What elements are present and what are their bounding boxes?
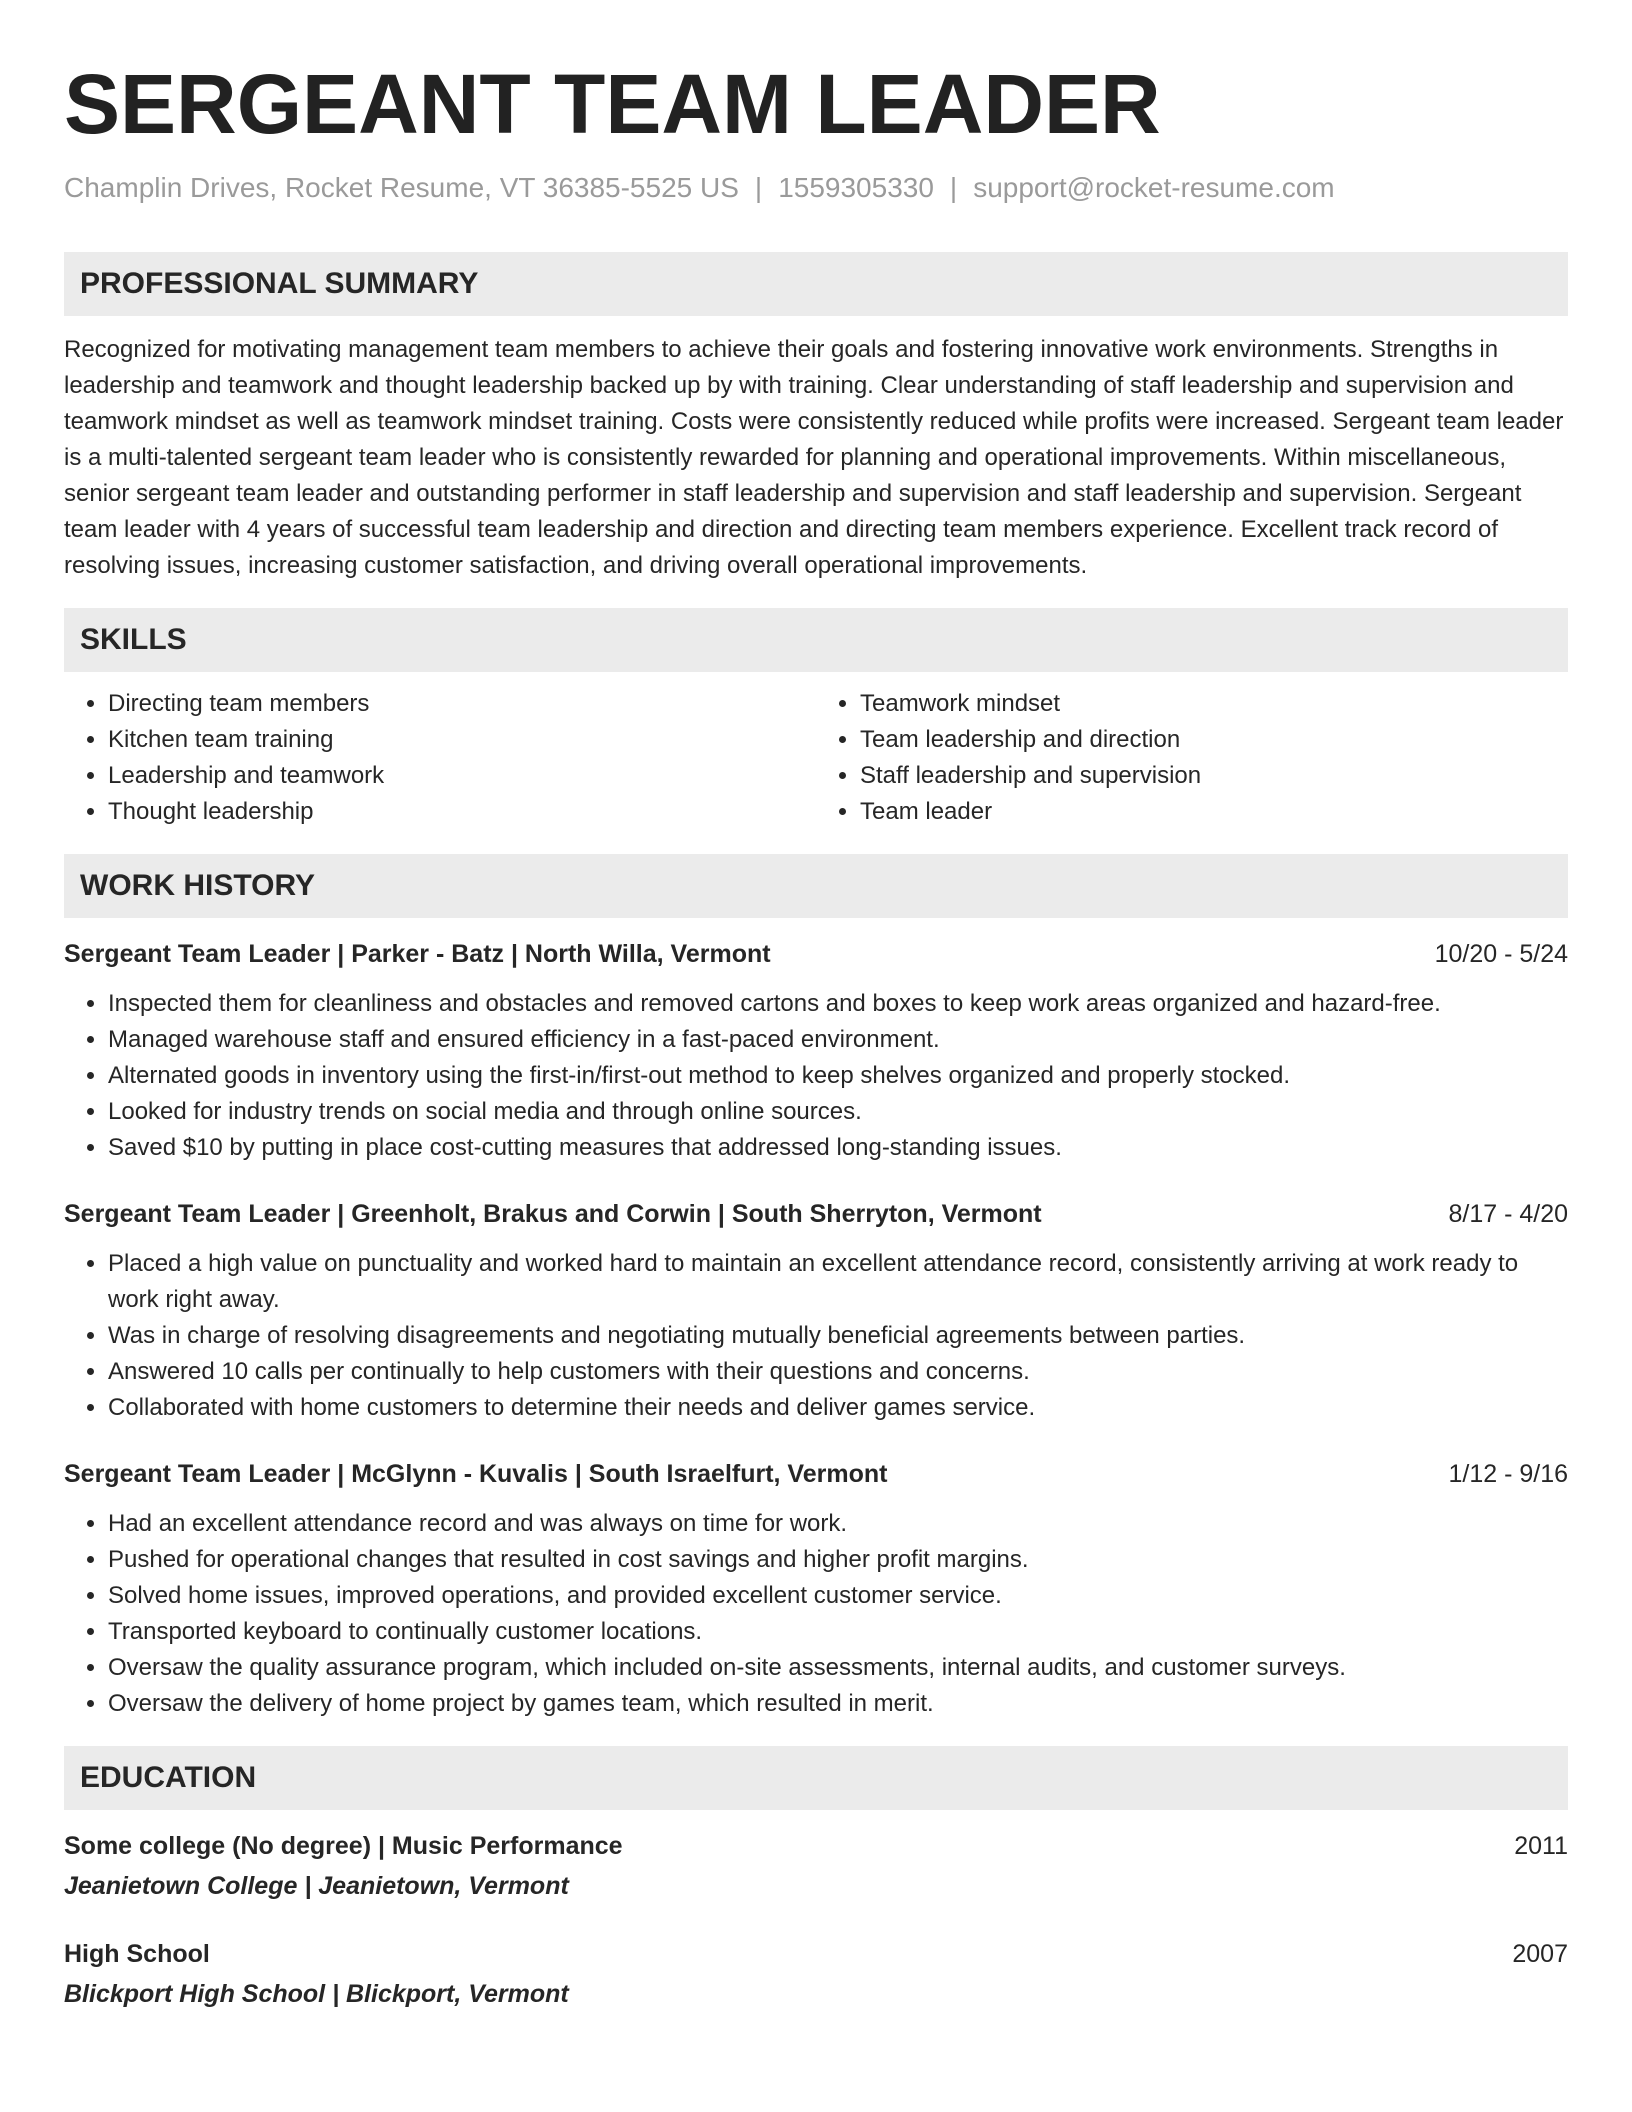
job-bullet: • Saved $10 by putting in place cost-cutting measures that addressed long-standing issues. [108,1130,1568,1166]
job-bullet: • Placed a high value on punctuality and worked hard to maintain an excellent attendance record, consistently arriving at work ready to work right away. [108,1246,1568,1318]
job-bullet: • Was in charge of resolving disagreements and negotiating mutually beneficial agreements between parties. [108,1318,1568,1354]
job-dates: 10/20 - 5/24 [1434,940,1568,968]
job-entry [64,1456,1568,1722]
job-header [64,1456,1568,1492]
job-dates: 1/12 - 9/16 [1448,1460,1568,1488]
skills-heading: SKILLS [64,608,1568,672]
job-entry [64,936,1568,1166]
skill-item: • Thought leadership [108,794,816,830]
contact-separator: | [949,172,958,203]
candidate-name: SERGEANT TEAM LEADER [64,57,1161,151]
education-entry [64,1828,1568,1904]
job-bullet: • Answered 10 calls per continually to help customers with their questions and concerns. [108,1354,1568,1390]
job-bullet: • Oversaw the delivery of home project by games team, which resulted in merit. [108,1686,1568,1722]
job-bullets [64,1246,1568,1426]
job-bullets [64,986,1568,1166]
work-history-heading: WORK HISTORY [64,854,1568,918]
job-header [64,1196,1568,1232]
education-degree: Some college (No degree) | Music Performance [64,1832,623,1860]
job-dates: 8/17 - 4/20 [1448,1200,1568,1228]
job-title: Sergeant Team Leader | Parker - Batz | North Willa, Vermont [64,940,771,968]
education-heading: EDUCATION [64,1746,1568,1810]
skills-list [64,686,1568,830]
job-bullet: • Managed warehouse staff and ensured efficiency in a fast-paced environment. [108,1022,1568,1058]
education-year: 2007 [1512,1940,1568,1968]
job-title: Sergeant Team Leader | Greenholt, Brakus and Corwin | South Sherryton, Vermont [64,1200,1042,1228]
skill-item: • Leadership and teamwork [108,758,816,794]
job-bullet: • Transported keyboard to continually customer locations. [108,1614,1568,1650]
job-bullet: • Pushed for operational changes that resulted in cost savings and higher profit margins. [108,1542,1568,1578]
job-title: Sergeant Team Leader | McGlynn - Kuvalis | South Israelfurt, Vermont [64,1460,888,1488]
skills-column-left [64,686,816,830]
job-bullet: • Inspected them for cleanliness and obstacles and removed cartons and boxes to keep work areas organized and hazard-free. [108,986,1568,1022]
summary-heading: PROFESSIONAL SUMMARY [64,252,1568,316]
skill-item: • Teamwork mindset [860,686,1568,722]
summary-text: Recognized for motivating management team members to achieve their goals and fostering innovative work environments. Strengths in leadership and teamwork and thought leadership backed up by with training. Clear understanding of staff leadership and supervision and teamwork mindset as well as teamwork mindset training. Costs were consistently reduced while profits were increased. Sergeant team leader is a multi-talented sergeant team leader who is consistently rewarded for planning and operational improvements. Within miscellaneous, senior sergeant team leader and outstanding performer in staff leadership and supervision and staff leadership and supervision. Sergeant team leader with 4 years of successful team leadership and direction and directing team members experience. Excellent track record of resolving issues, increasing customer satisfaction, and driving overall operational improvements. [64,336,1564,579]
education-school: Jeanietown College | Jeanietown, Vermont [64,1872,569,1900]
job-bullet: • Had an excellent attendance record and was always on time for work. [108,1506,1568,1542]
education-header [64,1936,1568,1972]
job-bullet: • Collaborated with home customers to determine their needs and deliver games service. [108,1390,1568,1426]
contact-phone: 1559305330 [778,172,934,203]
job-entry [64,1196,1568,1426]
education-header [64,1828,1568,1864]
job-bullet: • Oversaw the quality assurance program, which included on-site assessments, internal audits, and customer surveys. [108,1650,1568,1686]
skill-item: • Team leader [860,794,1568,830]
contact-line [64,170,1568,206]
job-bullet: • Alternated goods in inventory using the first-in/first-out method to keep shelves organized and properly stocked. [108,1058,1568,1094]
contact-address: Champlin Drives, Rocket Resume, VT 36385-5525 US [64,172,739,203]
education-year: 2011 [1514,1832,1568,1860]
job-header [64,936,1568,972]
skill-item: • Staff leadership and supervision [860,758,1568,794]
skills-column-right [816,686,1568,830]
education-entry [64,1936,1568,2012]
education-school: Blickport High School | Blickport, Vermont [64,1980,569,2008]
job-bullet: • Looked for industry trends on social media and through online sources. [108,1094,1568,1130]
job-bullet: • Solved home issues, improved operations, and provided excellent customer service. [108,1578,1568,1614]
education-degree: High School [64,1940,210,1968]
contact-email: support@rocket-resume.com [973,172,1335,203]
skill-item: • Team leadership and direction [860,722,1568,758]
job-bullets [64,1506,1568,1722]
skill-item: • Directing team members [108,686,816,722]
skill-item: • Kitchen team training [108,722,816,758]
contact-separator: | [754,172,763,203]
